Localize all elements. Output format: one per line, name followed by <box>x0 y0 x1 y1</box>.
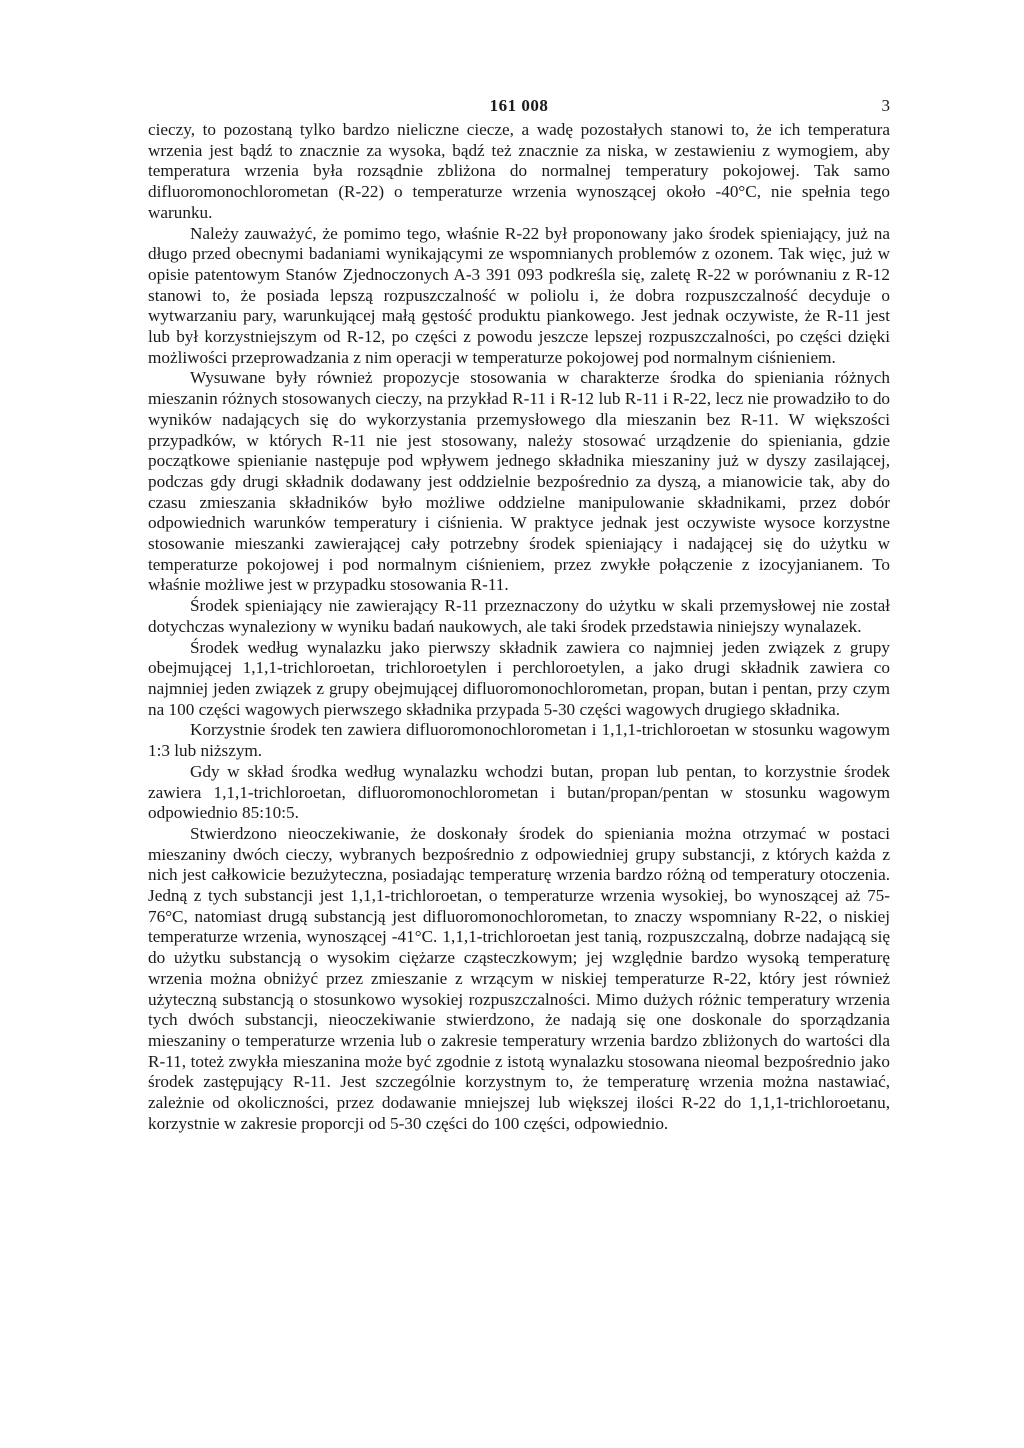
paragraph: Wysuwane były również propozycje stosowania w charakterze środka do spieniania różnych mieszanin różnych stosowanych cieczy, na przykład R-11 i R-12 lub R-11 i R-22, lecz nie prowadziło to do wyników nadających się do wykorzystania przemysłowego dla mieszanin bez R-11. W większości przypadków, w których R-11 nie jest stosowany, należy stosować urządzenie do spieniania, gdzie początkowe spienianie następuje pod wpływem jednego składnika mieszaniny już w dyszy zasilającej, podczas gdy drugi składnik dodawany jest oddzielnie bezpośrednio za dyszą, a mianowicie tak, aby do czasu zmieszania składników było możliwe oddzielne manipulowanie składnikami, przez dobór odpowiednich warunków temperatury i ciśnienia. W praktyce jednak jest oczywiste wysoce korzystne stosowanie mieszanki zawierającej cały potrzebny środek spieniający i nadającej się do użytku w temperaturze pokojowej i pod normalnym ciśnieniem, przez zwykłe połączenie z izocyjanianem. To właśnie możliwe jest w przypadku stosowania R-11. <box>148 368 890 595</box>
page-number: 3 <box>881 96 890 115</box>
document-number: 161 008 <box>489 96 549 115</box>
paragraph: Należy zauważyć, że pomimo tego, właśnie R-22 był proponowany jako środek spieniający, już na długo przed obecnymi badaniami wynikającymi ze wspomnianych problemów z ozonem. Tak więc, już w opisie patentowym Stanów Zjednoczonych A-3 391 093 podkreśla się, zaletę R-22 w porównaniu z R-12 stanowi to, że posiada lepszą rozpuszczalność w poliolu i, że dobra rozpuszczalność decyduje o wytwarzaniu pary, warunkującej małą gęstość produktu piankowego. Jest jednak oczywiste, że R-11 jest lub był korzystniejszym od R-12, po części z powodu jeszcze lepszej rozpuszczalności, po części dzięki możliwości przeprowadzania z nim operacji w temperaturze pokojowej pod normalnym ciśnieniem. <box>148 223 890 367</box>
paragraph: cieczy, to pozostaną tylko bardzo nieliczne ciecze, a wadę pozostałych stanowi to, że ich temperatura wrzenia jest bądź to znacznie za wysoka, bądź też znacznie za niska, w zestawieniu z wymogiem, aby temperatura wrzenia była rozsądnie zbliżona do normalnej temperatury pokojowej. Tak samo difluoromonochlorometan (R-22) o temperaturze wrzenia wynoszącej około -40°C, nie spełnia tego warunku. <box>148 120 890 222</box>
paragraph: Środek spieniający nie zawierający R-11 przeznaczony do użytku w skali przemysłowej nie został dotychczas wynaleziony w wyniku badań naukowych, ale taki środek przedstawia niniejszy wynalazek. <box>148 596 890 636</box>
document-page <box>148 92 890 1134</box>
paragraph: Środek według wynalazku jako pierwszy składnik zawiera co najmniej jeden związek z grupy obejmującej 1,1,1-trichloroetan, trichloroetylen i perchloroetylen, a jako drugi składnik zawiera co najmniej jeden związek z grupy obejmującej difluoromonochlorometan, propan, butan i pentan, przy czym na 100 części wagowych pierwszego składnika przypada 5-30 części wagowych drugiego składnika. <box>148 637 890 719</box>
paragraph: Korzystnie środek ten zawiera difluoromonochlorometan i 1,1,1-trichloroetan w stosunku wagowym 1:3 lub niższym. <box>148 720 890 761</box>
body-text <box>148 120 890 1134</box>
paragraph: Stwierdzono nieoczekiwanie, że doskonały środek do spieniania można otrzymać w postaci mieszaniny dwóch cieczy, wybranych bezpośrednio z odpowiedniej grupy substancji, z których każda z nich jest całkowicie bezużyteczna, posiadając temperaturę wrzenia bardzo różną od temperatury otoczenia. Jedną z tych substancji jest 1,1,1-trichloroetan, o temperaturze wrzenia wysokiej, bo wynoszącej aż 75-76°C, natomiast drugą substancją jest difluoromonochlorometan, to znaczy wspomniany R-22, o niskiej temperaturze wrzenia, wynoszącej -41°C. 1,1,1-trichloroetan jest tanią, rozpuszczalną, dobrze nadającą się do użytku substancją o wysokim ciężarze cząsteczkowym; jej względnie bardzo wysoką temperaturę wrzenia można obniżyć przez zmieszanie z wrzącym w niskiej temperaturze R-22, który jest również użyteczną substancją o stosunkowo wysokiej rozpuszczalności. Mimo dużych różnic temperatury wrzenia tych dwóch substancji, nieoczekiwanie stwierdzono, że nadają się one doskonale do sporządzania mieszaniny o temperaturze wrzenia lub o zakresie temperatury wrzenia bardzo zbliżonych do wartości dla R-11, toteż zwykła mieszanina może być zgodnie z istotą wynalazku stosowana nieomal bezpośrednio jako środek zastępujący R-11. Jest szczególnie korzystnym to, że temperaturę wrzenia można nastawiać, zależnie od okoliczności, przez dodawanie mniejszej lub większej ilości R-22 do 1,1,1-trichloroetanu, korzystnie w zakresie proporcji od 5-30 części do 100 części, odpowiednio. <box>148 823 890 1133</box>
paragraph: Gdy w skład środka według wynalazku wchodzi butan, propan lub pentan, to korzystnie środek zawiera 1,1,1-trichloroetan, difluoromonochlorometan i butan/propan/pentan w stosunku wagowym odpowiednio 85:10:5. <box>148 761 890 823</box>
page-header <box>148 92 890 120</box>
